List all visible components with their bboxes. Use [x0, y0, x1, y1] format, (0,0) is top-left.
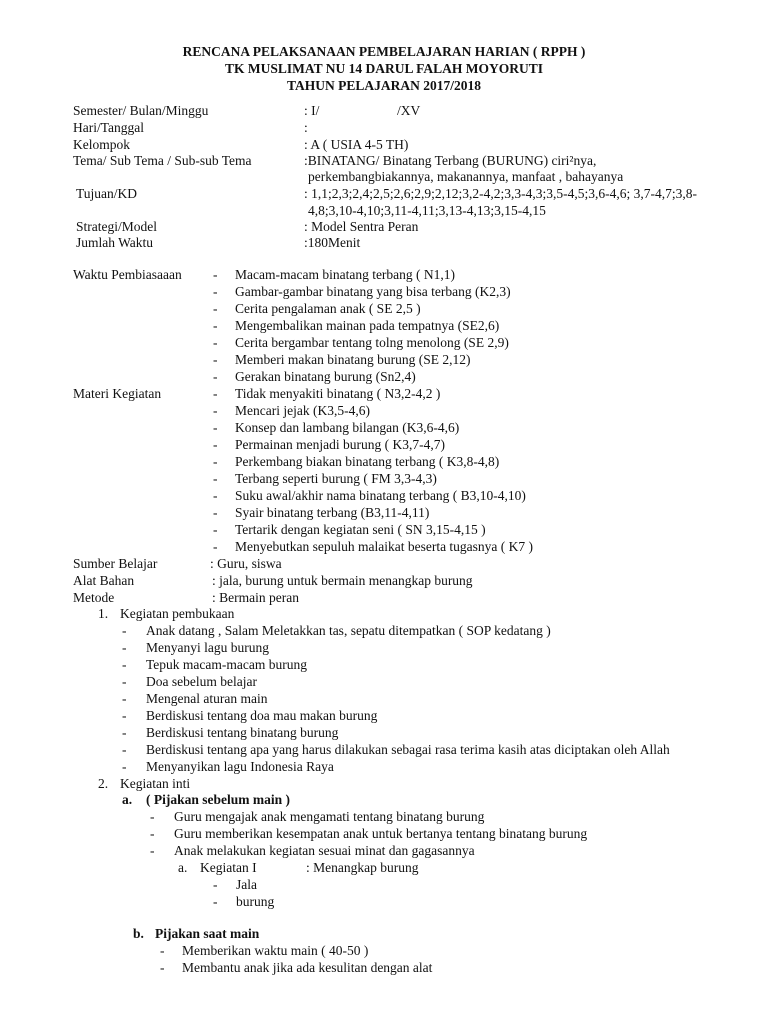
list-item: Berdiskusi tentang binatang burung — [146, 725, 339, 740]
inti-number: 2. — [98, 776, 109, 791]
materi-label: Materi Kegiatan — [73, 386, 162, 401]
list-item: Suku awal/akhir nama binatang terbang ( B3,10-4,10) — [235, 488, 526, 503]
list-item: Konsep dan lambang bilangan (K3,6-4,6) — [235, 420, 460, 435]
list-item: Gambar-gambar binatang yang bisa terbang (K2,3) — [235, 284, 511, 299]
list-bullet: - — [213, 318, 218, 333]
pembukaan-number: 1. — [98, 606, 109, 621]
list-bullet: - — [213, 335, 218, 350]
list-bullet: - — [213, 505, 218, 520]
list-item: Memberikan waktu main ( 40-50 ) — [182, 943, 369, 958]
list-bullet: - — [213, 471, 218, 486]
list-item: Menyanyi lagu burung — [146, 640, 269, 655]
list-bullet: - — [160, 960, 165, 975]
list-bullet: - — [213, 522, 218, 537]
list-item: Jala — [236, 877, 257, 892]
kegiatan-letter: a. — [178, 860, 188, 875]
inti-a-title: ( Pijakan sebelum main ) — [146, 792, 291, 807]
list-bullet: - — [122, 623, 127, 638]
list-item: Cerita bergambar tentang tolng menolong (SE 2,9) — [235, 335, 509, 350]
list-item: Permainan menjadi burung ( K3,7-4,7) — [235, 437, 445, 452]
list-bullet: - — [150, 843, 155, 858]
pembukaan-title: Kegiatan pembukaan — [120, 606, 235, 621]
list-item: Syair binatang terbang (B3,11-4,11) — [235, 505, 430, 520]
waktu-label: Jumlah Waktu — [76, 235, 154, 250]
list-item: Anak datang , Salam Meletakkan tas, sepatu ditempatkan ( SOP kedatang ) — [146, 623, 551, 638]
list-item: Menyanyikan lagu Indonesia Raya — [146, 759, 334, 774]
list-bullet: - — [122, 657, 127, 672]
semester-week: /XV — [397, 103, 421, 118]
inti-a-letter: a. — [122, 792, 133, 807]
list-bullet: - — [213, 420, 218, 435]
list-item: Tepuk macam-macam burung — [146, 657, 307, 672]
waktu-value: :180Menit — [304, 235, 361, 250]
list-bullet: - — [122, 759, 127, 774]
list-item: Anak melakukan kegiatan sesuai minat dan gagasannya — [174, 843, 475, 858]
semester-value: : I/ — [304, 103, 320, 118]
inti-title: Kegiatan inti — [120, 776, 191, 791]
metode-label: Metode — [73, 590, 115, 605]
inti-b-title: Pijakan saat main — [155, 926, 260, 941]
list-item: Perkembang biakan binatang terbang ( K3,8-4,8) — [235, 454, 500, 469]
list-bullet: - — [213, 352, 218, 367]
strategi-value: : Model Sentra Peran — [304, 219, 419, 234]
list-item: Mengembalikan mainan pada tempatnya (SE2,6) — [235, 318, 500, 333]
list-item: Mengenal aturan main — [146, 691, 268, 706]
list-bullet: - — [213, 894, 218, 909]
list-item: Guru mengajak anak mengamati tentang binatang burung — [174, 809, 485, 824]
list-bullet: - — [213, 488, 218, 503]
list-bullet: - — [150, 826, 155, 841]
list-bullet: - — [213, 437, 218, 452]
list-bullet: - — [213, 386, 218, 401]
list-item: Berdiskusi tentang apa yang harus dilakukan sebagai rasa terima kasih atas diciptakan oleh Allah — [146, 742, 670, 757]
metode-value: : Bermain peran — [212, 590, 299, 605]
list-item: Mencari jejak (K3,5-4,6) — [235, 403, 370, 418]
alat-label: Alat Bahan — [73, 573, 135, 588]
kegiatan-label: Kegiatan I — [200, 860, 257, 875]
list-bullet: - — [213, 877, 218, 892]
doc-title-line2: TK MUSLIMAT NU 14 DARUL FALAH MOYORUTI — [224, 61, 543, 76]
tujuan-value-1: : 1,1;2,3;2,4;2,5;2,6;2,9;2,12;3,2-4,2;3,3-4,3;3,5-4,5;3,6-4,6; 3,7-4,7;3,8- — [304, 186, 697, 201]
kegiatan-value: : Menangkap burung — [306, 860, 419, 875]
inti-b-letter: b. — [133, 926, 144, 941]
list-item: Menyebutkan sepuluh malaikat beserta tugasnya ( K7 ) — [235, 539, 534, 554]
list-bullet: - — [122, 691, 127, 706]
list-bullet: - — [213, 284, 218, 299]
strategi-label: Strategi/Model — [76, 219, 157, 234]
list-item: Membantu anak jika ada kesulitan dengan alat — [182, 960, 433, 975]
list-bullet: - — [122, 640, 127, 655]
list-bullet: - — [122, 674, 127, 689]
tema-value-1: :BINATANG/ Binatang Terbang (BURUNG) ciri²nya, — [304, 153, 597, 168]
sumber-label: Sumber Belajar — [73, 556, 158, 571]
doc-title-line3: TAHUN PELAJARAN 2017/2018 — [286, 78, 481, 93]
list-bullet: - — [213, 301, 218, 316]
list-item: Doa sebelum belajar — [146, 674, 257, 689]
tujuan-label: Tujuan/KD — [76, 186, 138, 201]
kelompok-label: Kelompok — [73, 137, 130, 152]
tujuan-value-2: 4,8;3,10-4,10;3,11-4,11;3,13-4,13;3,15-4,15 — [308, 203, 546, 218]
list-item: Tertarik dengan kegiatan seni ( SN 3,15-4,15 ) — [235, 522, 486, 537]
hari-value: : — [304, 120, 308, 135]
list-bullet: - — [160, 943, 165, 958]
sumber-value: : Guru, siswa — [210, 556, 282, 571]
pembiasaan-label: Waktu Pembiasaaan — [73, 267, 182, 282]
list-bullet: - — [122, 742, 127, 757]
list-bullet: - — [213, 369, 218, 384]
list-item: Guru memberikan kesempatan anak untuk bertanya tentang binatang burung — [174, 826, 588, 841]
list-item: Terbang seperti burung ( FM 3,3-4,3) — [235, 471, 437, 486]
list-bullet: - — [213, 403, 218, 418]
alat-value: : jala, burung untuk bermain menangkap burung — [212, 573, 473, 588]
list-item: Berdiskusi tentang doa mau makan burung — [146, 708, 378, 723]
doc-title-line1: RENCANA PELAKSANAAN PEMBELAJARAN HARIAN ( RPPH ) — [182, 44, 586, 59]
list-bullet: - — [122, 708, 127, 723]
list-bullet: - — [150, 809, 155, 824]
list-item: Tidak menyakiti binatang ( N3,2-4,2 ) — [235, 386, 441, 401]
list-bullet: - — [122, 725, 127, 740]
list-bullet: - — [213, 267, 218, 282]
list-item: Macam-macam binatang terbang ( N1,1) — [235, 267, 456, 282]
list-item: Gerakan binatang burung (Sn2,4) — [235, 369, 416, 384]
tema-label: Tema/ Sub Tema / Sub-sub Tema — [73, 153, 252, 168]
list-item: Cerita pengalaman anak ( SE 2,5 ) — [235, 301, 421, 316]
semester-label: Semester/ Bulan/Minggu — [73, 103, 209, 118]
list-item: Memberi makan binatang burung (SE 2,12) — [235, 352, 471, 367]
tema-value-2: perkembangbiakannya, makanannya, manfaat , bahayanya — [308, 169, 624, 184]
list-item: burung — [236, 894, 275, 909]
kelompok-value: : A ( USIA 4-5 TH) — [304, 137, 409, 152]
list-bullet: - — [213, 454, 218, 469]
hari-label: Hari/Tanggal — [73, 120, 145, 135]
list-bullet: - — [213, 539, 218, 554]
